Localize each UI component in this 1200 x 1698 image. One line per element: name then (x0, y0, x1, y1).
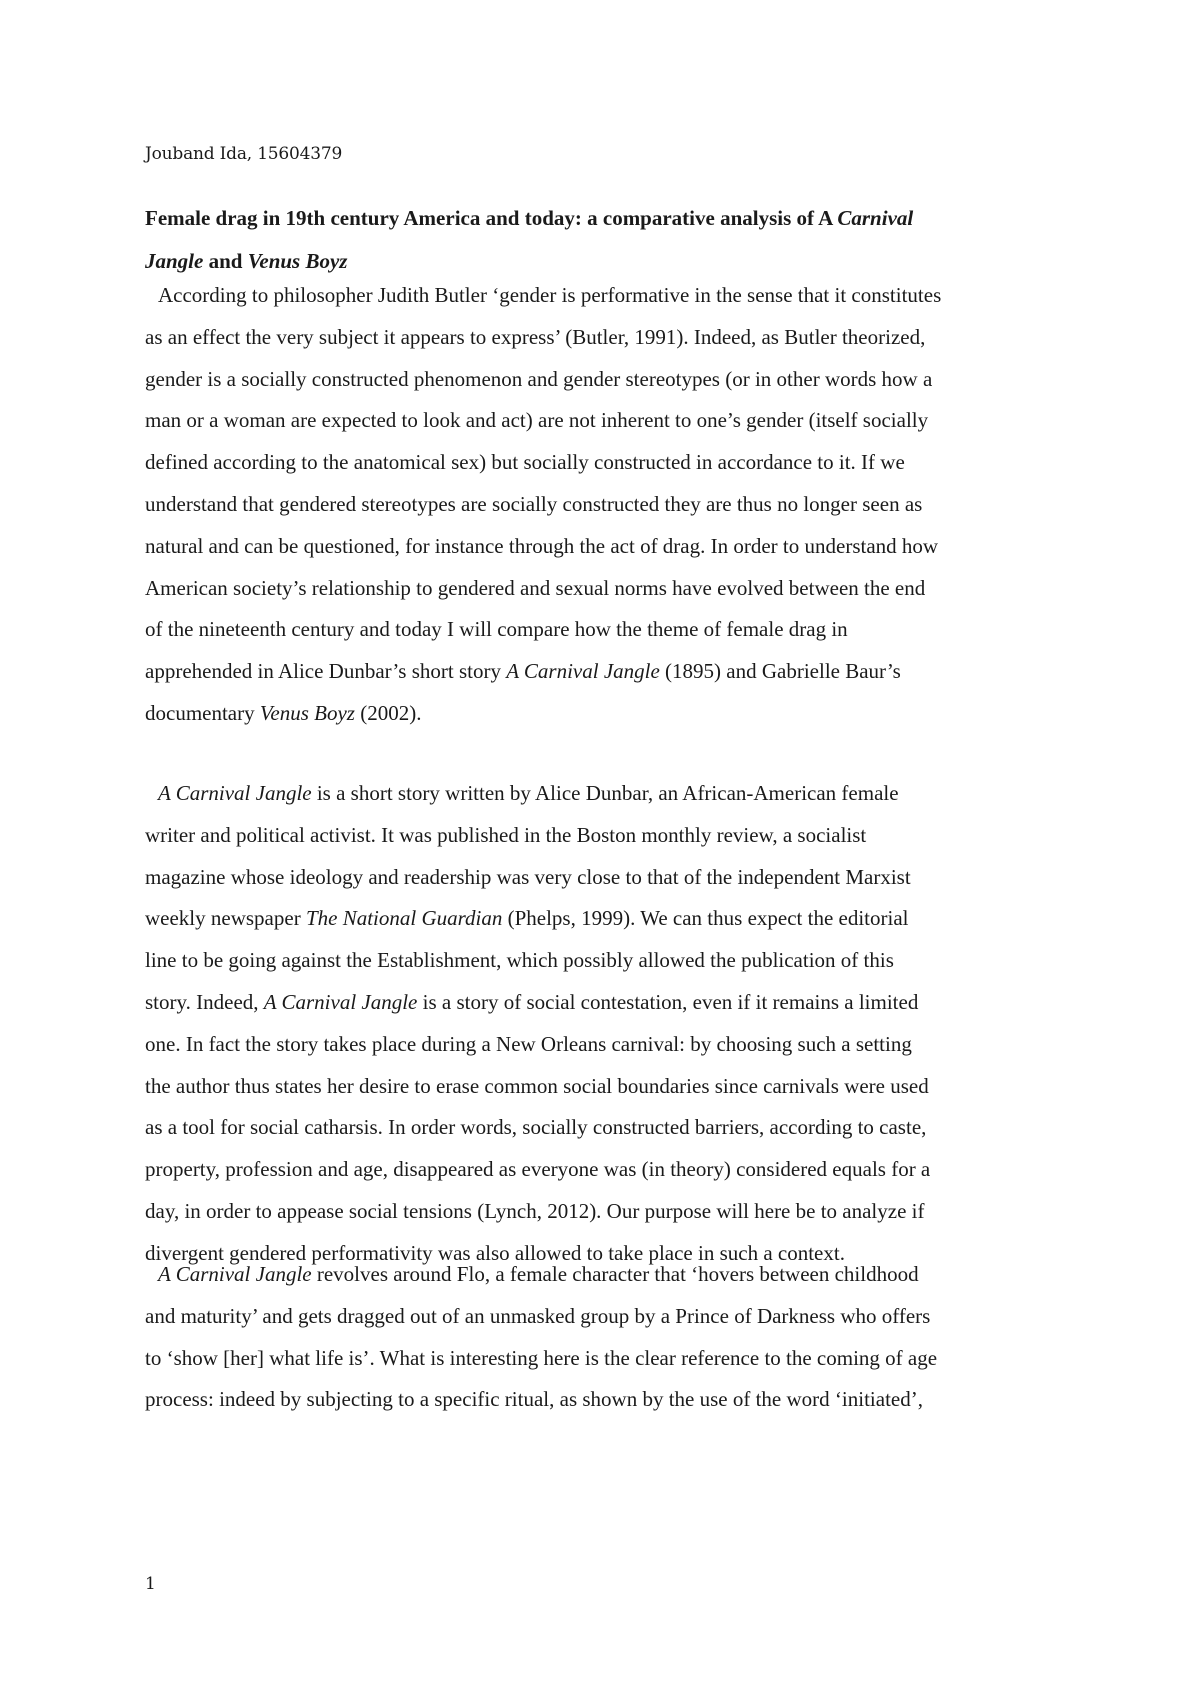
text-segment: as an effect the very subject it appears to express’ (Butler, 1991). Indeed, as Butler theorized, (145, 324, 926, 349)
text-segment: natural and can be questioned, for instance through the act of drag. In order to understand how (145, 533, 939, 558)
text-segment: gender is a socially constructed phenomenon and gender stereotypes (or in other words how a (145, 366, 933, 391)
text-segment: (1895) and Gabrielle Baur’s (659, 659, 901, 684)
document-title (145, 197, 1075, 283)
text-segment: the author thus states her desire to erase common social boundaries since carnivals were used (145, 1073, 929, 1098)
italic-title-reference: A Carnival Jangle (158, 781, 312, 805)
text-line (145, 815, 1075, 857)
text-segment: is a short story written by Alice Dunbar, an African-American female (311, 781, 899, 805)
text-line (145, 526, 1075, 568)
text-line (145, 317, 1075, 359)
text-line (145, 1066, 1075, 1108)
text-segment: revolves around Flo, a female character that ‘hovers between childhood (311, 1262, 919, 1286)
text-line (145, 693, 1075, 735)
text-segment: weekly newspaper (145, 906, 306, 931)
text-segment: line to be going against the Establishment, which possibly allowed the publication of this (145, 948, 894, 973)
text-line (145, 1379, 1075, 1421)
text-segment: as a tool for social catharsis. In order words, socially constructed barriers, according to caste, (145, 1115, 927, 1140)
title-italic: Jangle (145, 249, 204, 273)
text-line (145, 400, 1075, 442)
text-segment: is a story of social contestation, even if it remains a limited (417, 989, 919, 1014)
text-line (145, 1338, 1075, 1380)
text-segment: property, profession and age, disappeared as everyone was (in theory) considered equals for a (145, 1157, 931, 1182)
text-segment: to ‘show [her] what life is’. What is interesting here is the clear reference to the coming of age (145, 1345, 938, 1370)
title-text: and (203, 249, 248, 273)
paragraph-introduction (145, 275, 1075, 735)
italic-title-reference: A Carnival Jangle (506, 659, 660, 684)
text-segment: magazine whose ideology and readership was very close to that of the independent Marxist (145, 864, 911, 889)
text-segment: story. Indeed, (145, 989, 264, 1014)
text-segment: understand that gendered stereotypes are socially constructed they are thus no longer seen as (145, 491, 923, 516)
text-line (145, 1024, 1075, 1066)
paragraph-carnival-jangle-context (145, 773, 1075, 1275)
text-line (145, 568, 1075, 610)
text-line (145, 609, 1075, 651)
text-segment: day, in order to appease social tensions (Lynch, 2012). Our purpose will here be to analyze if (145, 1198, 925, 1223)
text-line (145, 857, 1075, 899)
text-segment: one. In fact the story takes place during a New Orleans carnival: by choosing such a setting (145, 1031, 912, 1056)
text-line (145, 982, 1075, 1024)
title-italic: Venus Boyz (247, 249, 348, 273)
text-line (145, 773, 1075, 815)
text-line (145, 484, 1075, 526)
italic-title-reference: Venus Boyz (259, 700, 355, 725)
text-line (145, 940, 1075, 982)
text-segment: process: indeed by subjecting to a specific ritual, as shown by the use of the word ‘initiated’, (145, 1387, 923, 1412)
text-segment: According to philosopher Judith Butler ‘gender is performative in the sense that it constitutes (158, 283, 942, 307)
page-number: 1 (145, 1574, 156, 1594)
text-segment: and maturity’ and gets dragged out of an unmasked group by a Prince of Darkness who offers (145, 1303, 931, 1328)
title-line-1 (145, 197, 1075, 240)
text-segment: writer and political activist. It was published in the Boston monthly review, a socialist (145, 822, 867, 847)
title-italic: Carnival (837, 206, 914, 230)
text-line (145, 1107, 1075, 1149)
text-segment: American society’s relationship to gendered and sexual norms have evolved between the end (145, 575, 926, 600)
text-segment: (Phelps, 1999). We can thus expect the editorial (502, 906, 909, 931)
italic-title-reference: The National Guardian (305, 906, 503, 931)
text-segment: man or a woman are expected to look and act) are not inherent to one’s gender (itself socially (145, 408, 929, 433)
text-line (145, 1191, 1075, 1233)
paragraph-carnival-jangle-plot (145, 1254, 1075, 1421)
text-segment: apprehended in Alice Dunbar’s short story (145, 659, 507, 684)
text-line (145, 442, 1075, 484)
text-line (145, 898, 1075, 940)
text-segment: (2002). (354, 700, 422, 725)
text-segment: documentary (145, 700, 260, 725)
text-line (145, 1254, 1075, 1296)
text-line (145, 359, 1075, 401)
text-line (145, 651, 1075, 693)
italic-title-reference: A Carnival Jangle (263, 989, 418, 1014)
text-line (145, 1296, 1075, 1338)
author-line: Jouband Ida, 15604379 (145, 144, 343, 164)
text-segment: of the nineteenth century and today I will compare how the theme of female drag in (145, 617, 848, 642)
text-segment: defined according to the anatomical sex) but socially constructed in accordance to it. If we (145, 450, 905, 475)
title-text: Female drag in 19th century America and today: a comparative analysis of A (145, 206, 838, 230)
text-line (145, 1149, 1075, 1191)
italic-title-reference: A Carnival Jangle (158, 1262, 312, 1286)
text-segment: divergent gendered performativity was also allowed to take place in such a context. (145, 1240, 845, 1265)
text-line (145, 275, 1075, 317)
